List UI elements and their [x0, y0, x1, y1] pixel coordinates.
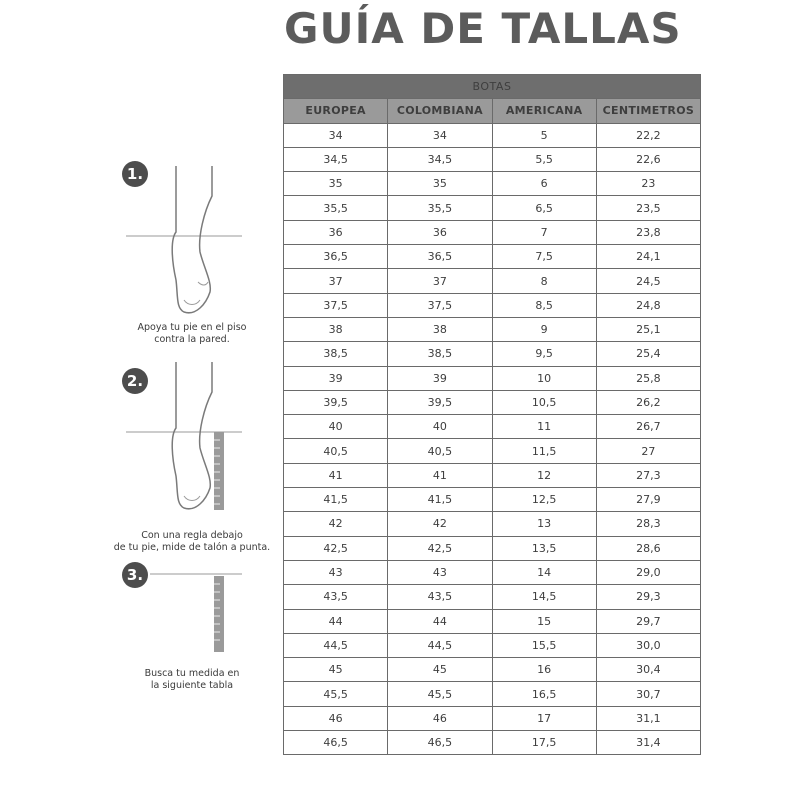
- table-cell: 28,3: [596, 512, 700, 536]
- table-cell: 35,5: [284, 196, 388, 220]
- table-cell: 43: [388, 560, 492, 584]
- table-cell: 27,9: [596, 488, 700, 512]
- table-cell: 15,5: [492, 633, 596, 657]
- table-cell: 30,0: [596, 633, 700, 657]
- foot-step-1-icon: [126, 166, 242, 313]
- table-cell: 8,5: [492, 293, 596, 317]
- table-row: [284, 658, 701, 682]
- table-cell: 7,5: [492, 245, 596, 269]
- table-cell: 42: [284, 512, 388, 536]
- table-cell: 44: [388, 609, 492, 633]
- table-cell: 27: [596, 439, 700, 463]
- table-row: [284, 245, 701, 269]
- table-cell: 6: [492, 172, 596, 196]
- table-row: [284, 488, 701, 512]
- table-cell: 31,4: [596, 731, 700, 755]
- step-3-caption-line-1: Busca tu medida en: [144, 668, 240, 679]
- table-cell: 35,5: [388, 196, 492, 220]
- table-cell: 5,5: [492, 147, 596, 171]
- table-cell: 23: [596, 172, 700, 196]
- table-cell: 22,2: [596, 123, 700, 147]
- table-row: [284, 731, 701, 755]
- table-cell: 28,6: [596, 536, 700, 560]
- table-cell: 45: [284, 658, 388, 682]
- table-cell: 37,5: [388, 293, 492, 317]
- table-cell: 12: [492, 463, 596, 487]
- table-cell: 40,5: [388, 439, 492, 463]
- table-cell: 11,5: [492, 439, 596, 463]
- table-cell: 30,4: [596, 658, 700, 682]
- table-cell: 45: [388, 658, 492, 682]
- table-cell: 41,5: [284, 488, 388, 512]
- column-headers: [284, 99, 701, 123]
- size-table: [283, 74, 701, 755]
- table-row: [284, 390, 701, 414]
- table-cell: 46,5: [284, 731, 388, 755]
- ruler-step-3-icon: [150, 574, 242, 652]
- ruler-step-2-icon: [214, 432, 224, 510]
- table-cell: 17: [492, 706, 596, 730]
- column-header: AMERICANA: [492, 99, 596, 123]
- table-cell: 9,5: [492, 342, 596, 366]
- table-cell: 37: [284, 269, 388, 293]
- group-header: BOTAS: [284, 75, 701, 99]
- table-cell: 41: [284, 463, 388, 487]
- table-cell: 29,7: [596, 609, 700, 633]
- table-cell: 12,5: [492, 488, 596, 512]
- table-cell: 46: [284, 706, 388, 730]
- table-cell: 43,5: [388, 585, 492, 609]
- table-cell: 34: [388, 123, 492, 147]
- table-cell: 5: [492, 123, 596, 147]
- table-cell: 44,5: [388, 633, 492, 657]
- table-cell: 24,8: [596, 293, 700, 317]
- table-row: [284, 317, 701, 341]
- table-cell: 41,5: [388, 488, 492, 512]
- table-row: [284, 269, 701, 293]
- table-row: [284, 220, 701, 244]
- step-2-number: 2.: [122, 368, 148, 394]
- table-cell: 23,5: [596, 196, 700, 220]
- table-row: [284, 147, 701, 171]
- table-row: [284, 463, 701, 487]
- table-cell: 34,5: [284, 147, 388, 171]
- table-cell: 38,5: [284, 342, 388, 366]
- table-cell: 43,5: [284, 585, 388, 609]
- table-cell: 37,5: [284, 293, 388, 317]
- table-cell: 24,5: [596, 269, 700, 293]
- step-2-caption: [92, 530, 292, 554]
- step-1-caption-line-1: Apoya tu pie en el piso: [137, 322, 247, 333]
- page-title: GUÍA DE TALLAS: [284, 4, 682, 53]
- column-header: CENTIMETROS: [596, 99, 700, 123]
- table-row: [284, 366, 701, 390]
- table-cell: 10: [492, 366, 596, 390]
- step-3-caption-line-2: la siguiente tabla: [150, 680, 234, 691]
- table-cell: 36: [284, 220, 388, 244]
- table-row: [284, 536, 701, 560]
- step-2-caption-line-2: de tu pie, mide de talón a punta.: [113, 542, 271, 553]
- step-1-number: 1.: [122, 161, 148, 187]
- table-cell: 42,5: [388, 536, 492, 560]
- table-cell: 16: [492, 658, 596, 682]
- table-cell: 25,1: [596, 317, 700, 341]
- table-row: [284, 682, 701, 706]
- table-cell: 11: [492, 415, 596, 439]
- table-cell: 45,5: [388, 682, 492, 706]
- table-cell: 44,5: [284, 633, 388, 657]
- table-cell: 25,4: [596, 342, 700, 366]
- table-cell: 39,5: [284, 390, 388, 414]
- table-cell: 9: [492, 317, 596, 341]
- table-cell: 24,1: [596, 245, 700, 269]
- table-cell: 35: [388, 172, 492, 196]
- step-1-caption-line-2: contra la pared.: [154, 334, 230, 345]
- table-cell: 35: [284, 172, 388, 196]
- table-cell: 13,5: [492, 536, 596, 560]
- table-row: [284, 560, 701, 584]
- table-cell: 36,5: [388, 245, 492, 269]
- table-cell: 29,3: [596, 585, 700, 609]
- table-cell: 41: [388, 463, 492, 487]
- table-cell: 37: [388, 269, 492, 293]
- table-cell: 8: [492, 269, 596, 293]
- table-cell: 14,5: [492, 585, 596, 609]
- table-cell: 16,5: [492, 682, 596, 706]
- step-3-caption: [92, 668, 292, 692]
- table-cell: 40: [284, 415, 388, 439]
- table-cell: 23,8: [596, 220, 700, 244]
- table-cell: 40: [388, 415, 492, 439]
- table-cell: 39: [388, 366, 492, 390]
- table-cell: 38,5: [388, 342, 492, 366]
- table-cell: 10,5: [492, 390, 596, 414]
- table-row: [284, 293, 701, 317]
- table-cell: 44: [284, 609, 388, 633]
- table-cell: 34,5: [388, 147, 492, 171]
- table-cell: 26,7: [596, 415, 700, 439]
- table-cell: 38: [284, 317, 388, 341]
- table-cell: 42,5: [284, 536, 388, 560]
- column-header: COLOMBIANA: [388, 99, 492, 123]
- table-row: [284, 585, 701, 609]
- table-row: [284, 706, 701, 730]
- column-header: EUROPEA: [284, 99, 388, 123]
- table-cell: 30,7: [596, 682, 700, 706]
- table-cell: 15: [492, 609, 596, 633]
- table-cell: 29,0: [596, 560, 700, 584]
- table-cell: 6,5: [492, 196, 596, 220]
- table-row: [284, 123, 701, 147]
- table-row: [284, 609, 701, 633]
- table-cell: 45,5: [284, 682, 388, 706]
- table-cell: 14: [492, 560, 596, 584]
- table-row: [284, 633, 701, 657]
- table-cell: 36: [388, 220, 492, 244]
- table-cell: 7: [492, 220, 596, 244]
- table-row: [284, 512, 701, 536]
- table-cell: 40,5: [284, 439, 388, 463]
- table-row: [284, 415, 701, 439]
- table-cell: 27,3: [596, 463, 700, 487]
- table-cell: 22,6: [596, 147, 700, 171]
- table-row: [284, 439, 701, 463]
- table-row: [284, 342, 701, 366]
- size-table-body: [284, 123, 701, 755]
- table-cell: 17,5: [492, 731, 596, 755]
- table-cell: 26,2: [596, 390, 700, 414]
- table-cell: 13: [492, 512, 596, 536]
- table-row: [284, 196, 701, 220]
- step-2-caption-line-1: Con una regla debajo: [141, 530, 243, 541]
- table-cell: 39,5: [388, 390, 492, 414]
- step-1-caption: [92, 322, 292, 346]
- table-cell: 25,8: [596, 366, 700, 390]
- table-cell: 43: [284, 560, 388, 584]
- table-cell: 46,5: [388, 731, 492, 755]
- table-cell: 38: [388, 317, 492, 341]
- table-cell: 31,1: [596, 706, 700, 730]
- table-cell: 34: [284, 123, 388, 147]
- table-cell: 39: [284, 366, 388, 390]
- table-cell: 36,5: [284, 245, 388, 269]
- table-row: [284, 172, 701, 196]
- step-3-number: 3.: [122, 562, 148, 588]
- table-cell: 42: [388, 512, 492, 536]
- table-cell: 46: [388, 706, 492, 730]
